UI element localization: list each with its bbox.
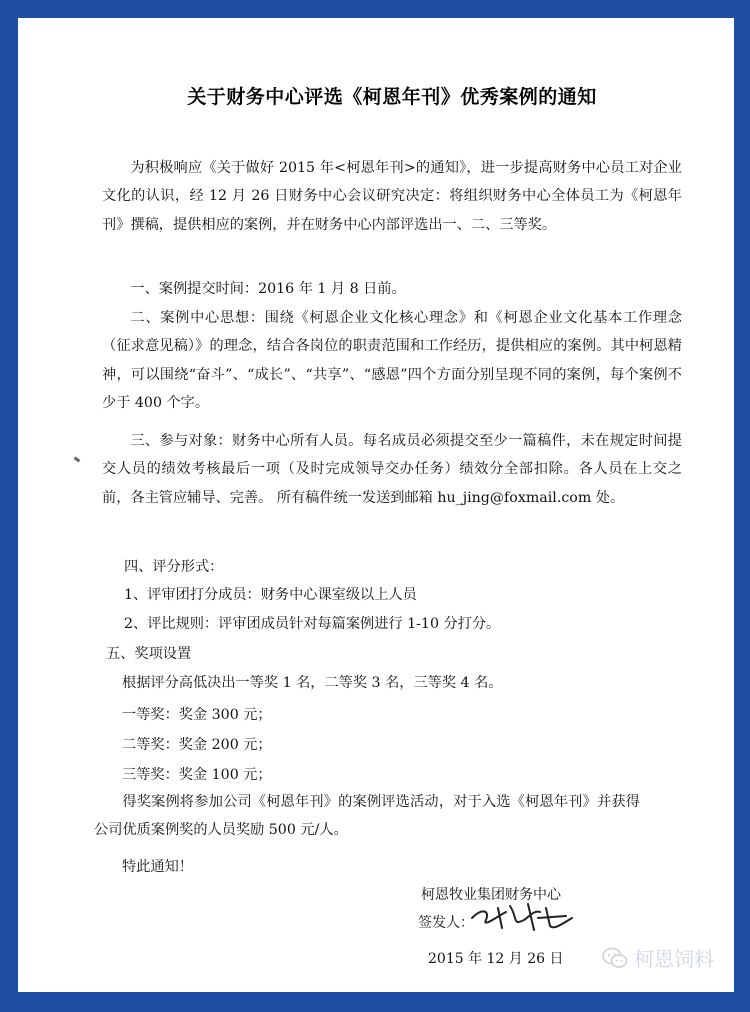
signer-label: 签发人： [418,915,474,931]
intro-paragraph: 为积极响应《关于做好 2015 年<柯恩年刊>的通知》，进一步提高财务中心员工对企业文化的认识，经 12 月 26 日财务中心会议研究决定：将组织财务中心全体员工为《柯恩年刊》撰稿，提供相应的案例，并在财务中心内部评选出一、二、三等奖。 [102,160,682,233]
prize-second: 二等奖：奖金 200 元； [122,737,272,753]
prize-first: 一等奖：奖金 300 元； [122,707,272,723]
issuing-organization: 柯恩牧业集团财务中心 [421,887,561,903]
section-4-item-1: 1、评审团打分成员：财务中心课室级以上人员 [124,587,417,603]
section-5-intro: 根据评分高低决出一等奖 1 名，二等奖 3 名，三等奖 4 名。 [122,675,503,691]
section-3-participants: 三、参与对象：财务中心所有人员。每名成员必须提交至少一篇稿件，未在规定时间提交人员的绩效考核最后一项（及时完成领导交办任务）绩效分全部扣除。各人员在上交之前，各主管应辅导、完善。 所有稿件统一发送到邮箱 hu_jing@foxmail.com 处。 [102,433,682,506]
notice-line: 特此通知！ [122,859,193,875]
handwritten-signature [468,898,580,934]
section-2-central-idea: 二、案例中心思想：围绕《柯恩企业文化核心理念》和《柯恩企业文化基本工作理念（征求意见稿）》的理念，结合各岗位的职责范围和工作经历，提供相应的案例。其中柯恩精神，可以围绕“奋斗”、“成长”、“共享”、“感恩”四个方面分别呈现不同的案例，每个案例不少于 400 个字。 [102,310,682,411]
document-title: 关于财务中心评选《柯恩年刊》优秀案例的通知 [187,86,597,108]
section-5-heading: 五、奖项设置 [106,646,192,662]
closing-paragraph: 得奖案例将参加公司《柯恩年刊》的案例评选活动，对于入选《柯恩年刊》并获得公司优质案例奖的人员奖励 500 元/人。 [94,794,640,839]
section-4-item-2: 2、评比规则：评审团成员针对每篇案例进行 1-10 分打分。 [124,616,501,632]
issue-date: 2015 年 12 月 26 日 [428,951,564,967]
scan-speck [74,457,81,463]
watermark-text: 柯恩饲料 [634,947,714,971]
prize-third: 三等奖：奖金 100 元； [122,767,272,783]
section-4-heading: 四、评分形式： [124,559,224,575]
watermark [602,943,714,972]
section-1-submission-time: 一、案例提交时间：2016 年 1 月 8 日前。 [130,281,406,297]
wechat-icon [602,947,628,969]
